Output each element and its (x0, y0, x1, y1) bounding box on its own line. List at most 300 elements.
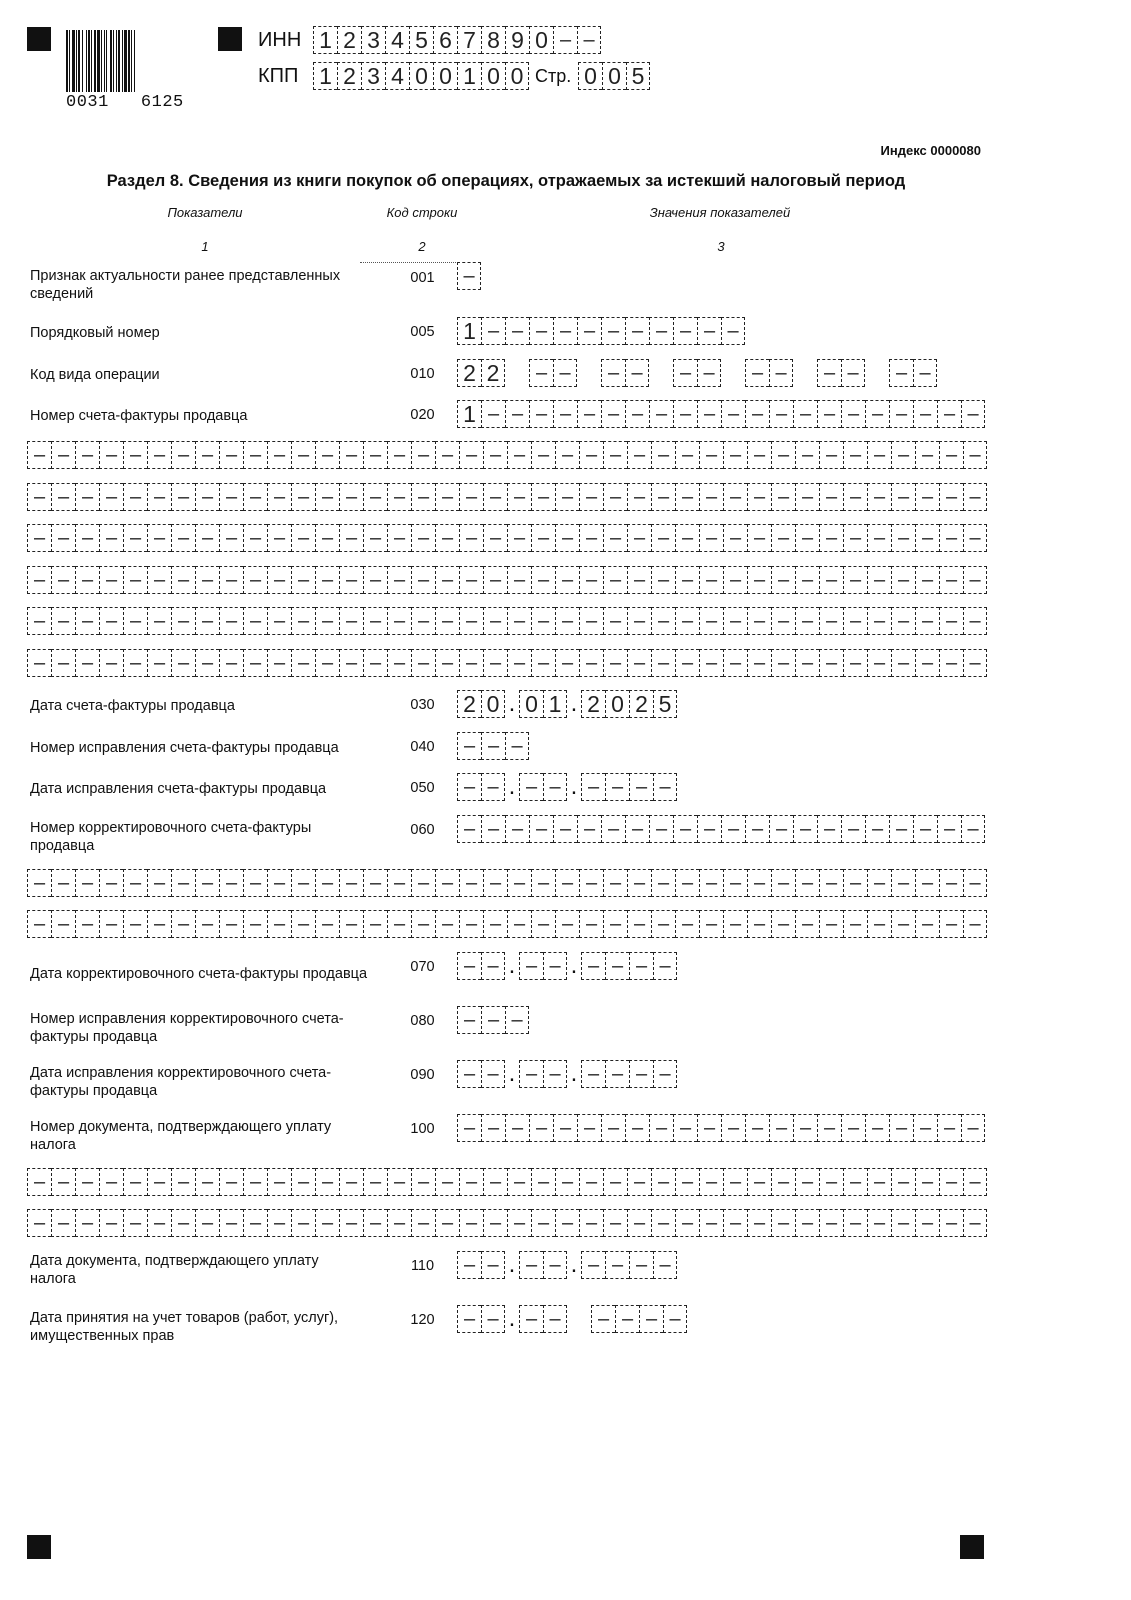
form-cell[interactable]: – (435, 649, 459, 677)
form-cell[interactable]: – (171, 566, 195, 594)
form-cell[interactable]: – (699, 607, 723, 635)
form-cell[interactable]: – (819, 483, 843, 511)
form-cell[interactable]: – (891, 1209, 915, 1237)
form-cell[interactable]: – (747, 649, 771, 677)
form-cell[interactable]: – (27, 1168, 51, 1196)
form-cell[interactable]: 4 (385, 62, 409, 90)
form-cell[interactable]: 2 (337, 26, 361, 54)
form-cell[interactable]: 1 (457, 400, 481, 428)
form-cell[interactable]: – (99, 524, 123, 552)
form-cell[interactable]: – (581, 1060, 605, 1088)
form-cell[interactable]: – (435, 1168, 459, 1196)
form-cell[interactable]: – (795, 649, 819, 677)
form-cell[interactable]: – (339, 441, 363, 469)
form-cell[interactable]: – (553, 317, 577, 345)
form-cell[interactable]: – (891, 607, 915, 635)
form-cell[interactable]: – (315, 607, 339, 635)
form-cell[interactable]: – (843, 1168, 867, 1196)
form-cell[interactable]: – (603, 607, 627, 635)
form-cell[interactable]: – (387, 607, 411, 635)
form-cell[interactable]: – (315, 869, 339, 897)
form-cell[interactable]: – (529, 815, 553, 843)
form-cell[interactable]: – (195, 649, 219, 677)
form-cell[interactable]: – (291, 1168, 315, 1196)
form-cell[interactable]: – (963, 524, 987, 552)
form-cell[interactable]: – (147, 869, 171, 897)
form-cell[interactable]: – (915, 869, 939, 897)
form-cell[interactable]: – (291, 1209, 315, 1237)
form-cell[interactable]: – (699, 869, 723, 897)
form-cell[interactable]: – (75, 441, 99, 469)
form-cell[interactable]: – (219, 441, 243, 469)
form-cell[interactable]: – (747, 1168, 771, 1196)
form-cell[interactable]: – (51, 1209, 75, 1237)
form-cell[interactable]: – (267, 441, 291, 469)
form-cell[interactable]: – (723, 607, 747, 635)
form-cell[interactable]: – (483, 1209, 507, 1237)
form-cell[interactable]: – (577, 317, 601, 345)
form-cell[interactable]: – (267, 566, 291, 594)
form-cell[interactable]: – (699, 1168, 723, 1196)
form-cell[interactable]: – (795, 910, 819, 938)
form-cell[interactable]: – (555, 566, 579, 594)
form-cell[interactable]: – (939, 1168, 963, 1196)
form-cell[interactable]: – (843, 524, 867, 552)
form-cell[interactable]: – (75, 1209, 99, 1237)
form-cell[interactable]: – (459, 607, 483, 635)
form-cell[interactable]: – (51, 1168, 75, 1196)
form-cell[interactable]: – (123, 607, 147, 635)
form-cell[interactable]: – (339, 607, 363, 635)
form-cell[interactable]: – (591, 1305, 615, 1333)
form-cell[interactable]: – (51, 483, 75, 511)
form-cell[interactable]: – (459, 1168, 483, 1196)
form-cell[interactable]: – (219, 483, 243, 511)
form-cell[interactable]: – (507, 649, 531, 677)
form-cell[interactable]: – (519, 773, 543, 801)
form-cell[interactable]: – (723, 441, 747, 469)
form-cell[interactable]: – (459, 483, 483, 511)
form-cell[interactable]: – (457, 815, 481, 843)
form-cell[interactable]: – (507, 1209, 531, 1237)
form-cell[interactable]: – (819, 1168, 843, 1196)
form-cell[interactable]: – (769, 400, 793, 428)
form-cell[interactable]: – (51, 566, 75, 594)
form-cell[interactable]: – (481, 1251, 505, 1279)
form-cell[interactable]: – (339, 524, 363, 552)
form-cell[interactable]: – (411, 1168, 435, 1196)
form-cell[interactable]: – (505, 1114, 529, 1142)
form-cell[interactable]: – (843, 649, 867, 677)
form-cell[interactable]: – (795, 1209, 819, 1237)
form-cell[interactable]: – (543, 773, 567, 801)
form-cell[interactable]: – (481, 1006, 505, 1034)
form-cell[interactable]: – (675, 1209, 699, 1237)
form-cell[interactable]: – (123, 649, 147, 677)
form-cell[interactable]: – (629, 1060, 653, 1088)
form-cell[interactable]: – (699, 649, 723, 677)
form-cell[interactable]: – (435, 910, 459, 938)
form-cell[interactable]: – (747, 910, 771, 938)
form-cell[interactable]: – (99, 607, 123, 635)
form-cell[interactable]: – (625, 1114, 649, 1142)
form-cell[interactable]: – (625, 317, 649, 345)
form-cell[interactable]: – (771, 910, 795, 938)
form-cell[interactable]: – (457, 1006, 481, 1034)
form-cell[interactable]: – (963, 910, 987, 938)
form-cell[interactable]: – (507, 483, 531, 511)
form-cell[interactable]: 9 (505, 26, 529, 54)
form-cell[interactable]: – (195, 524, 219, 552)
form-cell[interactable]: – (435, 483, 459, 511)
form-cell[interactable]: 5 (653, 690, 677, 718)
form-cell[interactable]: – (675, 483, 699, 511)
form-cell[interactable]: – (27, 524, 51, 552)
form-cell[interactable]: – (939, 869, 963, 897)
form-cell[interactable]: – (459, 910, 483, 938)
form-cell[interactable]: – (795, 441, 819, 469)
form-cell[interactable]: – (459, 524, 483, 552)
form-cell[interactable]: – (605, 1060, 629, 1088)
form-cell[interactable]: – (457, 732, 481, 760)
form-cell[interactable]: – (843, 869, 867, 897)
form-cell[interactable]: – (219, 566, 243, 594)
form-cell[interactable]: – (243, 869, 267, 897)
form-cell[interactable]: – (507, 441, 531, 469)
form-cell[interactable]: – (663, 1305, 687, 1333)
form-cell[interactable]: – (699, 910, 723, 938)
form-cell[interactable]: – (961, 1114, 985, 1142)
form-cell[interactable]: – (291, 566, 315, 594)
form-cell[interactable]: – (363, 1209, 387, 1237)
form-cell[interactable]: – (651, 910, 675, 938)
form-cell[interactable]: – (219, 910, 243, 938)
form-cell[interactable]: – (819, 1209, 843, 1237)
form-cell[interactable]: – (913, 815, 937, 843)
form-cell[interactable]: – (363, 910, 387, 938)
form-cell[interactable]: – (171, 649, 195, 677)
form-cell[interactable]: – (819, 607, 843, 635)
form-cell[interactable]: – (219, 607, 243, 635)
form-cell[interactable]: – (819, 869, 843, 897)
form-cell[interactable]: – (171, 1168, 195, 1196)
form-cell[interactable]: – (579, 869, 603, 897)
form-cell[interactable]: – (627, 1168, 651, 1196)
form-cell[interactable]: – (195, 566, 219, 594)
form-cell[interactable]: – (605, 1251, 629, 1279)
form-cell[interactable]: – (673, 400, 697, 428)
form-cell[interactable]: – (579, 441, 603, 469)
form-cell[interactable]: – (483, 607, 507, 635)
form-cell[interactable]: – (531, 441, 555, 469)
form-cell[interactable]: – (459, 441, 483, 469)
form-cell[interactable]: – (531, 649, 555, 677)
form-cell[interactable]: – (147, 910, 171, 938)
form-cell[interactable]: – (531, 910, 555, 938)
form-cell[interactable]: – (291, 649, 315, 677)
form-cell[interactable]: 2 (457, 359, 481, 387)
form-cell[interactable]: – (915, 483, 939, 511)
form-cell[interactable]: – (99, 910, 123, 938)
form-cell[interactable]: – (747, 524, 771, 552)
form-cell[interactable]: – (99, 483, 123, 511)
form-cell[interactable]: – (75, 483, 99, 511)
form-cell[interactable]: 0 (602, 62, 626, 90)
form-cell[interactable]: – (939, 483, 963, 511)
form-cell[interactable]: – (457, 1305, 481, 1333)
form-cell[interactable]: – (51, 441, 75, 469)
form-cell[interactable]: 2 (457, 690, 481, 718)
form-cell[interactable]: – (771, 607, 795, 635)
form-cell[interactable]: – (913, 400, 937, 428)
form-cell[interactable]: – (543, 1251, 567, 1279)
form-cell[interactable]: – (867, 441, 891, 469)
form-cell[interactable]: – (843, 910, 867, 938)
form-cell[interactable]: – (315, 524, 339, 552)
form-cell[interactable]: – (723, 1209, 747, 1237)
form-cell[interactable]: – (699, 524, 723, 552)
form-cell[interactable]: – (937, 400, 961, 428)
form-cell[interactable]: – (817, 1114, 841, 1142)
form-cell[interactable]: – (531, 483, 555, 511)
form-cell[interactable]: – (519, 1251, 543, 1279)
form-cell[interactable]: – (195, 441, 219, 469)
form-cell[interactable]: – (937, 1114, 961, 1142)
form-cell[interactable]: – (603, 649, 627, 677)
form-cell[interactable]: – (891, 483, 915, 511)
form-cell[interactable]: – (435, 1209, 459, 1237)
form-cell[interactable]: – (865, 400, 889, 428)
form-cell[interactable]: 0 (481, 690, 505, 718)
form-cell[interactable]: – (627, 1209, 651, 1237)
form-cell[interactable]: – (771, 649, 795, 677)
form-cell[interactable]: – (243, 524, 267, 552)
form-cell[interactable]: – (627, 524, 651, 552)
form-cell[interactable]: – (891, 649, 915, 677)
form-cell[interactable]: – (649, 1114, 673, 1142)
form-cell[interactable]: – (483, 483, 507, 511)
form-cell[interactable]: – (171, 1209, 195, 1237)
form-cell[interactable]: – (339, 910, 363, 938)
form-cell[interactable]: – (315, 1168, 339, 1196)
form-cell[interactable]: – (195, 869, 219, 897)
form-cell[interactable]: – (865, 815, 889, 843)
form-cell[interactable]: 2 (337, 62, 361, 90)
form-cell[interactable]: – (291, 910, 315, 938)
form-cell[interactable]: – (531, 1168, 555, 1196)
form-cell[interactable]: – (651, 1209, 675, 1237)
form-cell[interactable]: – (481, 732, 505, 760)
form-cell[interactable]: – (577, 1114, 601, 1142)
form-cell[interactable]: – (387, 1168, 411, 1196)
form-cell[interactable]: – (915, 910, 939, 938)
form-cell[interactable]: – (771, 524, 795, 552)
form-cell[interactable]: – (411, 566, 435, 594)
form-cell[interactable]: – (579, 649, 603, 677)
form-cell[interactable]: – (625, 400, 649, 428)
form-cell[interactable]: – (243, 910, 267, 938)
form-cell[interactable]: – (387, 649, 411, 677)
form-cell[interactable]: – (747, 441, 771, 469)
form-cell[interactable]: – (697, 359, 721, 387)
form-cell[interactable]: – (339, 483, 363, 511)
form-cell[interactable]: – (171, 483, 195, 511)
form-cell[interactable]: – (579, 1209, 603, 1237)
form-cell[interactable]: – (939, 1209, 963, 1237)
form-cell[interactable]: – (531, 566, 555, 594)
form-cell[interactable]: – (939, 524, 963, 552)
form-cell[interactable]: – (723, 524, 747, 552)
form-cell[interactable]: – (555, 1168, 579, 1196)
form-cell[interactable]: – (267, 483, 291, 511)
form-cell[interactable]: – (603, 1168, 627, 1196)
form-cell[interactable]: – (867, 649, 891, 677)
form-cell[interactable]: – (123, 1209, 147, 1237)
form-cell[interactable]: – (387, 524, 411, 552)
form-cell[interactable]: – (171, 524, 195, 552)
form-cell[interactable]: – (793, 1114, 817, 1142)
form-cell[interactable]: – (267, 1209, 291, 1237)
form-cell[interactable]: – (481, 1305, 505, 1333)
form-cell[interactable]: – (553, 1114, 577, 1142)
form-cell[interactable]: – (891, 1168, 915, 1196)
form-cell[interactable]: – (315, 441, 339, 469)
form-cell[interactable]: – (123, 483, 147, 511)
form-cell[interactable]: – (291, 607, 315, 635)
form-cell[interactable]: – (793, 815, 817, 843)
form-cell[interactable]: – (435, 869, 459, 897)
form-cell[interactable]: – (841, 359, 865, 387)
form-cell[interactable]: – (795, 524, 819, 552)
form-cell[interactable]: – (387, 1209, 411, 1237)
form-cell[interactable]: – (507, 607, 531, 635)
form-cell[interactable]: – (601, 400, 625, 428)
form-cell[interactable]: – (457, 262, 481, 290)
form-cell[interactable]: – (481, 317, 505, 345)
form-cell[interactable]: – (531, 1209, 555, 1237)
form-cell[interactable]: – (627, 869, 651, 897)
form-cell[interactable]: 1 (313, 26, 337, 54)
form-cell[interactable]: – (771, 869, 795, 897)
form-cell[interactable]: – (867, 524, 891, 552)
form-cell[interactable]: – (543, 1305, 567, 1333)
form-cell[interactable]: – (795, 1168, 819, 1196)
form-cell[interactable]: – (795, 607, 819, 635)
form-cell[interactable]: – (363, 607, 387, 635)
form-cell[interactable]: – (219, 1209, 243, 1237)
form-cell[interactable]: – (649, 815, 673, 843)
form-cell[interactable]: – (577, 26, 601, 54)
form-cell[interactable]: – (339, 1168, 363, 1196)
form-cell[interactable]: – (817, 359, 841, 387)
form-cell[interactable]: – (459, 649, 483, 677)
form-cell[interactable]: – (627, 483, 651, 511)
form-cell[interactable]: – (867, 1168, 891, 1196)
form-cell[interactable]: – (963, 607, 987, 635)
form-cell[interactable]: 0 (519, 690, 543, 718)
form-cell[interactable]: – (769, 815, 793, 843)
form-cell[interactable]: – (267, 524, 291, 552)
form-cell[interactable]: – (483, 566, 507, 594)
form-cell[interactable]: – (147, 1209, 171, 1237)
form-cell[interactable]: – (867, 566, 891, 594)
form-cell[interactable]: – (747, 869, 771, 897)
form-cell[interactable]: – (653, 952, 677, 980)
form-cell[interactable]: – (51, 607, 75, 635)
form-cell[interactable]: 5 (409, 26, 433, 54)
form-cell[interactable]: – (75, 869, 99, 897)
form-cell[interactable]: – (651, 869, 675, 897)
form-cell[interactable]: – (603, 869, 627, 897)
form-cell[interactable]: 0 (433, 62, 457, 90)
form-cell[interactable]: – (411, 441, 435, 469)
form-cell[interactable]: – (267, 607, 291, 635)
form-cell[interactable]: – (603, 483, 627, 511)
form-cell[interactable]: – (963, 566, 987, 594)
form-cell[interactable]: – (697, 317, 721, 345)
form-cell[interactable]: – (675, 607, 699, 635)
form-cell[interactable]: 3 (361, 62, 385, 90)
form-cell[interactable]: 2 (581, 690, 605, 718)
form-cell[interactable]: – (653, 1060, 677, 1088)
form-cell[interactable]: – (147, 524, 171, 552)
form-cell[interactable]: – (483, 441, 507, 469)
form-cell[interactable]: – (543, 952, 567, 980)
form-cell[interactable]: – (75, 524, 99, 552)
form-cell[interactable]: – (459, 869, 483, 897)
form-cell[interactable]: – (699, 1209, 723, 1237)
form-cell[interactable]: – (27, 869, 51, 897)
form-cell[interactable]: – (459, 566, 483, 594)
form-cell[interactable]: – (315, 566, 339, 594)
form-cell[interactable]: – (51, 869, 75, 897)
form-cell[interactable]: – (627, 910, 651, 938)
form-cell[interactable]: – (651, 607, 675, 635)
form-cell[interactable]: – (435, 441, 459, 469)
form-cell[interactable]: 6 (433, 26, 457, 54)
form-cell[interactable]: – (483, 1168, 507, 1196)
form-cell[interactable]: – (651, 649, 675, 677)
form-cell[interactable]: – (363, 483, 387, 511)
form-cell[interactable]: – (601, 317, 625, 345)
form-cell[interactable]: – (507, 869, 531, 897)
form-cell[interactable]: – (291, 441, 315, 469)
form-cell[interactable]: – (889, 815, 913, 843)
form-cell[interactable]: – (553, 400, 577, 428)
form-cell[interactable]: – (915, 566, 939, 594)
form-cell[interactable]: – (819, 910, 843, 938)
form-cell[interactable]: – (675, 1168, 699, 1196)
form-cell[interactable]: – (99, 566, 123, 594)
form-cell[interactable]: – (99, 1209, 123, 1237)
form-cell[interactable]: – (243, 1168, 267, 1196)
form-cell[interactable]: – (147, 607, 171, 635)
form-cell[interactable]: – (745, 815, 769, 843)
form-cell[interactable]: – (27, 483, 51, 511)
form-cell[interactable]: – (697, 1114, 721, 1142)
form-cell[interactable]: – (843, 483, 867, 511)
form-cell[interactable]: – (889, 400, 913, 428)
form-cell[interactable]: – (243, 483, 267, 511)
form-cell[interactable]: – (553, 815, 577, 843)
form-cell[interactable]: – (627, 566, 651, 594)
form-cell[interactable]: – (843, 607, 867, 635)
form-cell[interactable]: – (625, 359, 649, 387)
form-cell[interactable]: – (555, 1209, 579, 1237)
form-cell[interactable]: 0 (481, 62, 505, 90)
form-cell[interactable]: – (171, 607, 195, 635)
form-cell[interactable]: – (51, 910, 75, 938)
